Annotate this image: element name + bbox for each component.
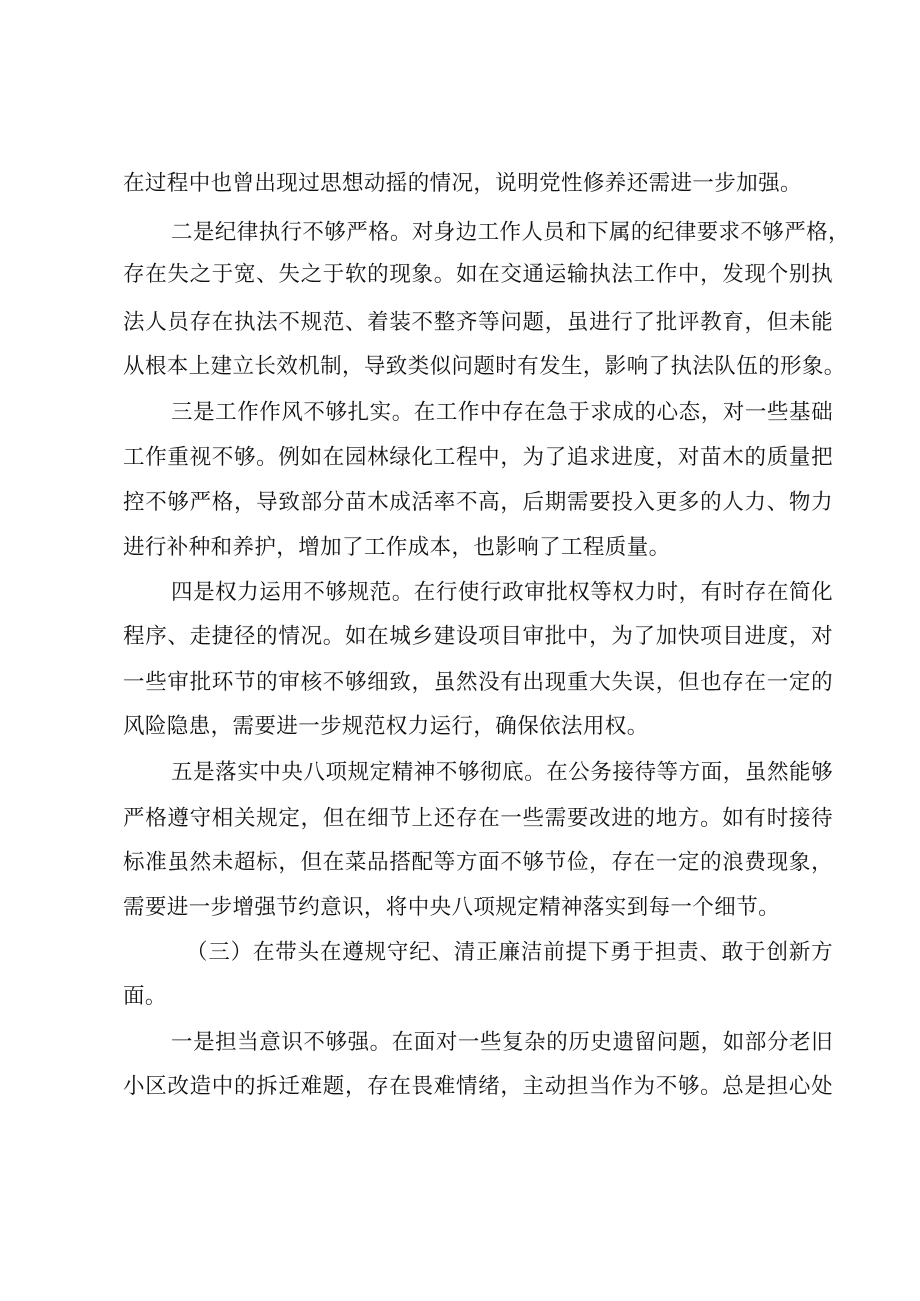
text-line: 四是权力运用不够规范。在行使行政审批权等权力时，有时存在简化 (171, 580, 833, 605)
text-line: 工作重视不够。例如在园林绿化工程中，为了追求进度，对苗木的质量把 (123, 445, 833, 470)
text-line: 三是工作作风不够扎实。在工作中存在急于求成的心态，对一些基础 (171, 400, 833, 425)
text-line: 程序、走捷径的情况。如在城乡建设项目审批中，为了加快项目进度，对 (123, 624, 833, 649)
text-line: 需要进一步增强节约意识，将中央八项规定精神落实到每一个细节。 (123, 895, 781, 920)
text-line: 严格遵守相关规定，但在细节上还存在一些需要改进的地方。如有时接待 (123, 806, 833, 831)
text-line: 一些审批环节的审核不够细致，虽然没有出现重大失误，但也存在一定的 (123, 670, 833, 695)
text-line: 二是纪律执行不够严格。对身边工作人员和下属的纪律要求不够严格， (171, 220, 850, 245)
text-line: 在过程中也曾出现过思想动摇的情况，说明党性修养还需进一步加强。 (123, 171, 802, 196)
section-heading-line: 面。 (123, 984, 167, 1009)
text-line: 五是落实中央八项规定精神不够彻底。在公务接待等方面，虽然能够 (171, 760, 833, 785)
section-heading-line: （三）在带头在遵规守纪、清正廉洁前提下勇于担责、敢于创新方 (186, 940, 833, 965)
text-line: 风险隐患，需要进一步规范权力运行，确保依法用权。 (123, 714, 649, 739)
text-line: 存在失之于宽、失之于软的现象。如在交通运输执法工作中，发现个别执 (123, 262, 833, 287)
text-line: 从根本上建立长效机制，导致类似问题时有发生，影响了执法队伍的形象。 (123, 354, 846, 379)
text-line: 标准虽然未超标，但在菜品搭配等方面不够节俭，存在一定的浪费现象， (123, 850, 833, 875)
text-line: 进行补种和养护，增加了工作成本，也影响了工程质量。 (123, 535, 671, 560)
text-line: 法人员存在执法不规范、着装不整齐等问题，虽进行了批评教育，但未能 (123, 310, 833, 335)
text-line: 小区改造中的拆迁难题，存在畏难情绪，主动担当作为不够。总是担心处 (123, 1074, 833, 1099)
text-line: 一是担当意识不够强。在面对一些复杂的历史遗留问题，如部分老旧 (171, 1030, 833, 1055)
text-line: 控不够严格，导致部分苗木成活率不高，后期需要投入更多的人力、物力 (123, 490, 833, 515)
